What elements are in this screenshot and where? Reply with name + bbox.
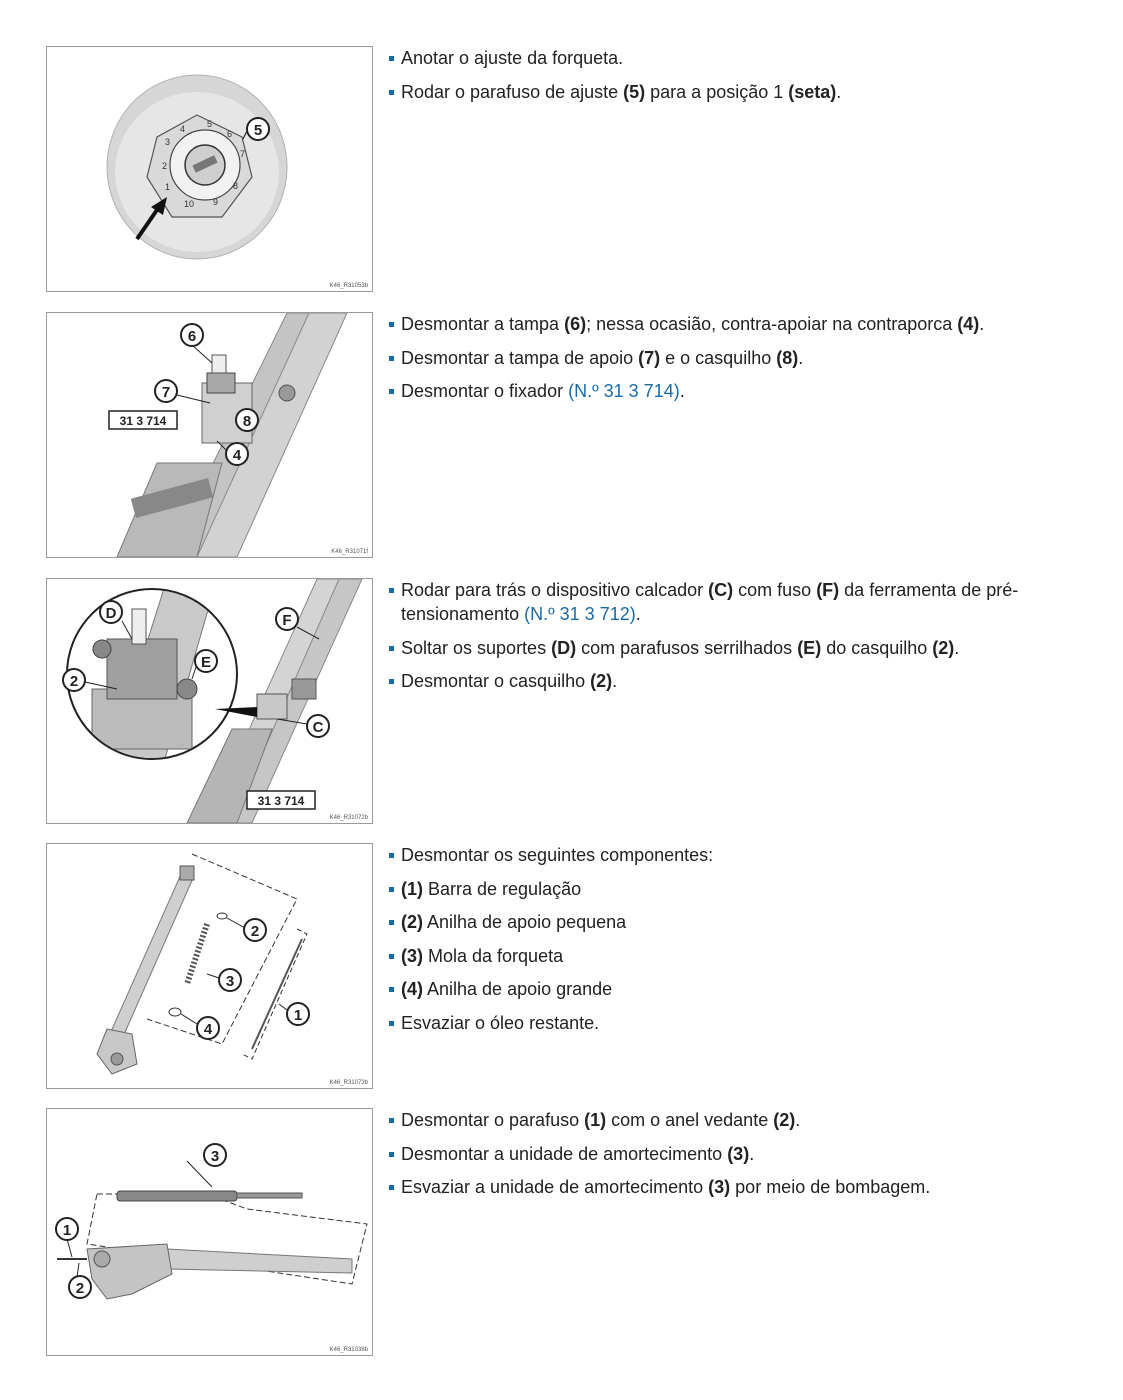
instruction-item: Desmontar os seguintes componentes:	[388, 843, 1088, 867]
figure-code: K46_R31038b	[329, 1347, 368, 1353]
svg-text:2: 2	[162, 161, 168, 171]
callout-2: 2	[75, 1280, 85, 1297]
instruction-item: Rodar para trás o dispositivo calcador (C) com fuso (F) da ferramenta de pré-tensionamento (N.º 31 3 712).	[388, 578, 1088, 626]
figure-pretension-tool	[46, 578, 373, 824]
callout-7: 7	[161, 384, 171, 401]
instruction-item: Desmontar a tampa de apoio (7) e o casquilho (8).	[388, 346, 1088, 370]
callout-2: 2	[69, 673, 79, 690]
svg-text:4: 4	[180, 124, 186, 134]
svg-text:5: 5	[207, 119, 213, 129]
figure-code: K46_R31053b	[329, 283, 368, 289]
callout-1: 1	[293, 1007, 303, 1024]
figure-fork-components	[46, 843, 373, 1089]
instruction-item: Anotar o ajuste da forqueta.	[388, 46, 1088, 70]
instructions	[388, 843, 1088, 1044]
tool-label: 31 3 714	[119, 414, 167, 428]
instructions	[388, 312, 1088, 413]
figure-adjuster-cap	[46, 46, 373, 292]
instruction-item: Esvaziar a unidade de amortecimento (3) por meio de bombagem.	[388, 1175, 1088, 1199]
figure-damper-unit	[46, 1108, 373, 1356]
svg-text:1: 1	[165, 182, 171, 192]
callout-F: F	[282, 612, 292, 629]
callout-D: D	[105, 605, 117, 622]
tool-link[interactable]: (N.º 31 3 712)	[524, 604, 636, 624]
instruction-item: Desmontar a tampa (6); nessa ocasião, contra-apoiar na contraporca (4).	[388, 312, 1088, 336]
tool-label: 31 3 714	[257, 794, 305, 808]
figure-code: K46_R31071f	[331, 549, 368, 555]
figure-code: K46_R31073b	[329, 1080, 368, 1086]
instruction-item: Desmontar o casquilho (2).	[388, 669, 1088, 693]
callout-5-label: 5	[253, 122, 263, 139]
instruction-item: (1) Barra de regulação	[388, 877, 1088, 901]
adjuster-illustration	[47, 47, 372, 291]
damper-illustration	[47, 1109, 372, 1355]
instructions	[388, 1108, 1088, 1209]
instruction-item: Desmontar a unidade de amortecimento (3).	[388, 1142, 1088, 1166]
svg-text:9: 9	[213, 197, 219, 207]
callout-3: 3	[210, 1148, 220, 1165]
callout-8: 8	[242, 413, 252, 430]
svg-text:6: 6	[227, 129, 233, 139]
instructions	[388, 46, 1088, 113]
instructions	[388, 578, 1088, 703]
fork-top-illustration	[47, 313, 372, 557]
callout-C: C	[312, 719, 324, 736]
instruction-item: (4) Anilha de apoio grande	[388, 977, 1088, 1001]
svg-text:7: 7	[240, 149, 246, 159]
svg-text:8: 8	[233, 181, 239, 191]
svg-text:10: 10	[184, 199, 195, 209]
instruction-item: Soltar os suportes (D) com parafusos serrilhados (E) do casquilho (2).	[388, 636, 1088, 660]
tool-link[interactable]: (N.º 31 3 714)	[568, 381, 680, 401]
callout-2: 2	[250, 923, 260, 940]
callout-3: 3	[225, 973, 235, 990]
pretension-illustration	[47, 579, 372, 823]
callout-4: 4	[203, 1021, 213, 1038]
instruction-item: (3) Mola da forqueta	[388, 944, 1088, 968]
instruction-item: Desmontar o fixador (N.º 31 3 714).	[388, 379, 1088, 403]
instruction-item: (2) Anilha de apoio pequena	[388, 910, 1088, 934]
callout-6: 6	[187, 328, 197, 345]
callout-1: 1	[62, 1222, 72, 1239]
figure-fork-top	[46, 312, 373, 558]
callout-E: E	[200, 654, 212, 671]
callout-4: 4	[232, 447, 242, 464]
figure-code: K46_R31072b	[329, 815, 368, 821]
components-illustration	[47, 844, 372, 1088]
svg-text:3: 3	[165, 137, 171, 147]
instruction-item: Esvaziar o óleo restante.	[388, 1011, 1088, 1035]
instruction-item: Desmontar o parafuso (1) com o anel vedante (2).	[388, 1108, 1088, 1132]
instruction-item: Rodar o parafuso de ajuste (5) para a posição 1 (seta).	[388, 80, 1088, 104]
